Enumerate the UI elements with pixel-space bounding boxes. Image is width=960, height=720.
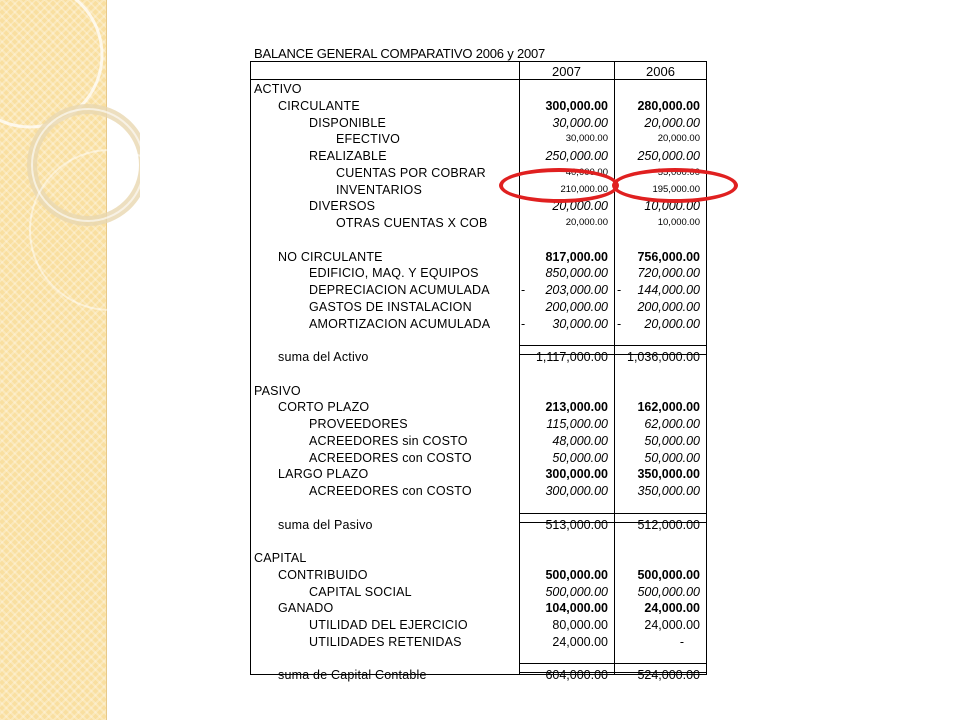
value-2007: 250,000.00 — [545, 149, 608, 163]
value-2007: 850,000.00 — [545, 266, 608, 281]
row-label: REALIZABLE — [309, 149, 387, 163]
negative-sign: - — [521, 283, 526, 297]
row-label: DIVERSOS — [309, 199, 376, 214]
header-year-2007: 2007 — [552, 64, 581, 79]
table-row — [251, 115, 706, 131]
table-row — [251, 634, 706, 650]
value-2007: 604,000.00 — [545, 668, 608, 683]
table-row — [251, 450, 706, 466]
row-label: EDIFICIO, MAQ. Y EQUIPOS — [309, 266, 479, 281]
row-label: GASTOS DE INSTALACION — [309, 299, 472, 314]
value-2007: 500,000.00 — [545, 584, 608, 599]
value-2007: 1,117,000.00 — [535, 350, 608, 364]
value-2006: 24,000.00 — [644, 601, 700, 616]
row-label: CONTRIBUIDO — [278, 567, 368, 582]
negative-sign: - — [617, 316, 622, 331]
decorative-circles — [0, 0, 140, 320]
value-2006: 250,000.00 — [637, 149, 700, 163]
table-row — [251, 600, 706, 616]
row-label: NO CIRCULANTE — [278, 249, 383, 264]
value-2006: 500,000.00 — [637, 567, 700, 582]
value-2007: 40,000.00 — [565, 166, 608, 178]
value-2006: 50,000.00 — [644, 450, 700, 465]
row-label: OTRAS CUENTAS X COB — [336, 216, 488, 230]
table-row — [251, 433, 706, 449]
header-year-2006: 2006 — [646, 64, 675, 79]
row-label: suma del Activo — [278, 350, 369, 364]
table-row — [251, 148, 706, 164]
value-2006: 524,000.00 — [637, 668, 700, 683]
value-2007: 213,000.00 — [545, 400, 608, 415]
table-row — [251, 399, 706, 415]
value-2006: 20,000.00 — [644, 316, 700, 331]
row-label: PROVEEDORES — [309, 417, 408, 431]
table-row — [251, 483, 706, 499]
value-2006: 50,000.00 — [644, 433, 700, 448]
row-label: suma del Pasivo — [278, 517, 373, 532]
value-2006: 280,000.00 — [637, 98, 700, 113]
blank-row — [251, 366, 706, 382]
value-2007: 30,000.00 — [552, 115, 608, 130]
blank-row — [251, 232, 706, 248]
table-row — [251, 617, 706, 633]
value-2007: 300,000.00 — [545, 98, 608, 113]
value-2006: 10,000.00 — [657, 217, 700, 228]
value-2006: 62,000.00 — [644, 417, 700, 431]
table-row — [251, 349, 706, 365]
row-label: AMORTIZACION ACUMULADA — [309, 316, 491, 331]
value-2007: 30,000.00 — [565, 133, 608, 145]
negative-sign: - — [521, 316, 526, 331]
table-row — [251, 316, 706, 332]
blank-row — [251, 533, 706, 549]
value-2006: 350,000.00 — [637, 484, 700, 498]
value-2006: 20,000.00 — [644, 115, 700, 130]
value-2006: 24,000.00 — [644, 618, 700, 632]
table-row — [251, 667, 706, 683]
value-2006: 720,000.00 — [637, 266, 700, 281]
row-label: CUENTAS POR COBRAR — [336, 165, 486, 180]
value-2007: 24,000.00 — [552, 634, 608, 649]
table-row — [251, 299, 706, 315]
value-2007: 200,000.00 — [545, 299, 608, 314]
value-2006: 10,000.00 — [644, 199, 700, 214]
value-2007: 513,000.00 — [545, 517, 608, 532]
table-row — [251, 215, 706, 231]
table-row — [251, 249, 706, 265]
value-2007: 80,000.00 — [552, 618, 608, 632]
value-2007: 817,000.00 — [545, 249, 608, 264]
row-label: CAPITAL SOCIAL — [309, 584, 412, 599]
value-2007: 48,000.00 — [552, 433, 608, 448]
value-2007: 104,000.00 — [545, 601, 608, 616]
value-2007: 203,000.00 — [545, 283, 608, 297]
value-2007: 20,000.00 — [565, 217, 608, 228]
value-2007: 300,000.00 — [545, 467, 608, 482]
row-label: PASIVO — [254, 383, 301, 398]
value-2006: - — [679, 634, 684, 649]
balance-sheet-table — [250, 61, 707, 683]
row-label: UTILIDAD DEL EJERCICIO — [309, 618, 468, 632]
value-2006: 55,000.00 — [657, 166, 700, 178]
value-2007: 20,000.00 — [552, 199, 608, 214]
row-label: INVENTARIOS — [336, 182, 423, 197]
row-label: ACTIVO — [254, 82, 302, 96]
table-row — [251, 466, 706, 482]
table-row — [251, 383, 706, 399]
row-label: LARGO PLAZO — [278, 467, 369, 482]
value-2006: 350,000.00 — [637, 467, 700, 482]
value-2006: 144,000.00 — [637, 283, 700, 297]
value-2006: 1,036,000.00 — [627, 350, 700, 364]
row-label: ACREEDORES con COSTO — [309, 484, 472, 498]
table-row — [251, 81, 706, 97]
value-2007: 500,000.00 — [545, 567, 608, 582]
table-row — [251, 584, 706, 600]
table-row — [251, 517, 706, 533]
table-row — [251, 98, 706, 114]
row-label: GANADO — [278, 601, 334, 616]
value-2006: 756,000.00 — [637, 249, 700, 264]
value-2007: 115,000.00 — [546, 417, 608, 431]
negative-sign: - — [617, 283, 622, 297]
value-2006: 162,000.00 — [637, 400, 700, 415]
value-2006: 200,000.00 — [637, 299, 700, 314]
table-row — [251, 416, 706, 432]
value-2006: 512,000.00 — [637, 517, 700, 532]
row-label: CAPITAL — [254, 551, 307, 565]
row-label: CORTO PLAZO — [278, 400, 370, 415]
row-label: ACREEDORES sin COSTO — [309, 433, 468, 448]
row-label: DISPONIBLE — [309, 115, 387, 130]
value-2007: 50,000.00 — [552, 450, 608, 465]
table-row — [251, 282, 706, 298]
highlight-circle-2006 — [612, 168, 738, 203]
page-title: BALANCE GENERAL COMPARATIVO 2006 y 2007 — [254, 46, 546, 61]
value-2007: 300,000.00 — [545, 484, 608, 498]
table-row — [251, 265, 706, 281]
header-divider — [251, 79, 706, 80]
row-label: UTILIDADES RETENIDAS — [309, 634, 462, 649]
table-row — [251, 131, 706, 147]
row-label: CIRCULANTE — [278, 98, 360, 113]
row-label: EFECTIVO — [336, 132, 401, 147]
value-2006: 195,000.00 — [652, 183, 700, 195]
value-2006: 20,000.00 — [657, 133, 700, 145]
value-2006: 500,000.00 — [637, 584, 700, 599]
highlight-circle-2007 — [499, 168, 619, 203]
row-label: DEPRECIACION ACUMULADA — [309, 283, 490, 297]
table-row — [251, 198, 706, 214]
row-label: suma de Capital Contable — [278, 668, 427, 683]
value-2007: 30,000.00 — [552, 316, 608, 331]
table-row — [251, 567, 706, 583]
row-label: ACREEDORES con COSTO — [309, 450, 472, 465]
value-2007: 210,000.00 — [560, 183, 608, 195]
table-row — [251, 550, 706, 566]
